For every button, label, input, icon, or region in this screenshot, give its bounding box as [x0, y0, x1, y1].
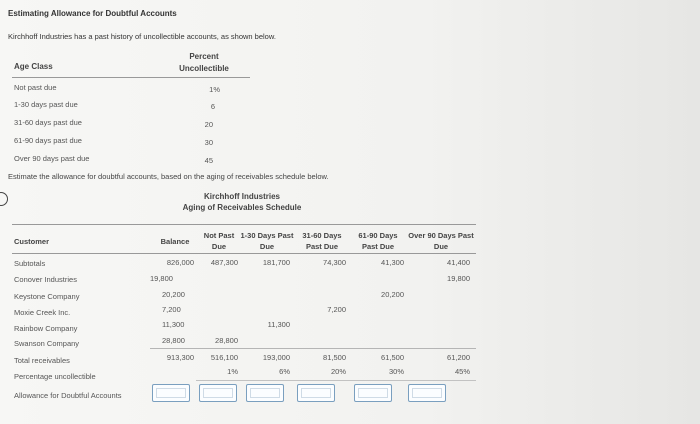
days-1-30-cell: 181,700 — [262, 258, 290, 267]
balance-cell: 826,000 — [166, 258, 194, 267]
allowance-1-30-input[interactable] — [246, 384, 284, 402]
days-61-90-cell: 20,200 — [381, 290, 404, 299]
age-row-label: 1-30 days past due — [14, 100, 78, 109]
balance-cell: 913,300 — [166, 353, 194, 362]
table-row: Rainbow Company — [14, 324, 78, 333]
age-row-pct: 45 — [204, 156, 213, 165]
over-90-cell: 41,400 — [447, 258, 470, 267]
not-past-due-cell: 516,100 — [210, 353, 238, 362]
age-row-label: Over 90 days past due — [14, 154, 90, 163]
balance-header: Balance — [160, 237, 190, 246]
percent-rule — [196, 380, 476, 381]
schedule-company: Kirchhoff Industries — [203, 192, 280, 201]
customer-header: Customer — [14, 237, 50, 246]
balance-cell: 28,800 — [162, 336, 185, 345]
not-past-due-cell: 28,800 — [215, 336, 238, 345]
days-31-60-cell: 7,200 — [327, 305, 346, 314]
balance-cell: 11,300 — [162, 320, 185, 329]
over-90-pct: 45% — [454, 367, 470, 376]
schedule-top-rule — [12, 224, 476, 225]
percent-uncollectible-header: Percent Uncollectible — [179, 52, 229, 73]
age-row-pct: 20 — [204, 120, 213, 129]
allowance-balance-input[interactable] — [152, 384, 190, 402]
age-row-label: 31-60 days past due — [14, 118, 82, 127]
days-31-60-header: 31-60 Days Past Due — [302, 231, 342, 251]
age-class-header: Age Class — [14, 62, 53, 71]
table-row: Swanson Company — [14, 339, 80, 348]
not-past-due-pct: 1% — [227, 367, 238, 376]
over-90-cell: 61,200 — [447, 353, 470, 362]
age-row-pct: 1% — [209, 85, 220, 94]
days-1-30-cell: 193,000 — [262, 353, 290, 362]
table-row: Moxie Creek Inc. — [14, 308, 71, 317]
subtotal-rule — [150, 348, 476, 349]
days-61-90-header: 61-90 Days Past Due — [358, 231, 398, 251]
allowance-31-60-input[interactable] — [297, 384, 335, 402]
age-row-pct: 6 — [210, 102, 215, 111]
page-title: Estimating Allowance for Doubtful Accounts — [8, 9, 177, 18]
schedule-header-rule — [12, 253, 476, 254]
balance-cell: 20,200 — [162, 290, 185, 299]
page-edge-circle-icon — [0, 192, 8, 206]
days-31-60-pct: 20% — [330, 367, 346, 376]
days-31-60-cell: 74,300 — [323, 258, 346, 267]
table-row: Conover Industries — [14, 275, 77, 284]
days-61-90-cell: 41,300 — [381, 258, 404, 267]
schedule-title: Aging of Receivables Schedule — [182, 203, 302, 212]
age-row-label: 61-90 days past due — [14, 136, 82, 145]
allowance-61-90-input[interactable] — [354, 384, 392, 402]
not-past-due-header: Not Past Due — [203, 231, 235, 251]
estimate-instructions: Estimate the allowance for doubtful accounts, based on the aging of receivables schedule below. — [8, 172, 329, 181]
table-row: Keystone Company — [14, 292, 80, 301]
allowance-label: Allowance for Doubtful Accounts — [14, 391, 122, 400]
table-row: Subtotals — [14, 259, 46, 268]
days-61-90-cell: 61,500 — [381, 353, 404, 362]
days-61-90-pct: 30% — [388, 367, 404, 376]
allowance-over-90-input[interactable] — [408, 384, 446, 402]
days-1-30-pct: 6% — [279, 367, 290, 376]
not-past-due-cell: 487,300 — [210, 258, 238, 267]
days-1-30-cell: 11,300 — [267, 320, 290, 329]
intro-text: Kirchhoff Industries has a past history of uncollectible accounts, as shown below. — [8, 32, 276, 41]
table-row: Percentage uncollectible — [14, 372, 96, 381]
allowance-not-past-due-input[interactable] — [199, 384, 237, 402]
days-1-30-header: 1-30 Days Past Due — [240, 231, 294, 251]
age-row-pct: 30 — [204, 138, 213, 147]
over-90-header: Over 90 Days Past Due — [408, 231, 474, 251]
table-row: Total receivables — [14, 356, 70, 365]
age-row-label: Not past due — [14, 83, 57, 92]
age-table-rule — [12, 77, 250, 78]
over-90-cell: 19,800 — [447, 274, 470, 283]
days-31-60-cell: 81,500 — [323, 353, 346, 362]
balance-cell: 7,200 — [162, 305, 181, 314]
balance-cell: 19,800 — [150, 274, 173, 283]
